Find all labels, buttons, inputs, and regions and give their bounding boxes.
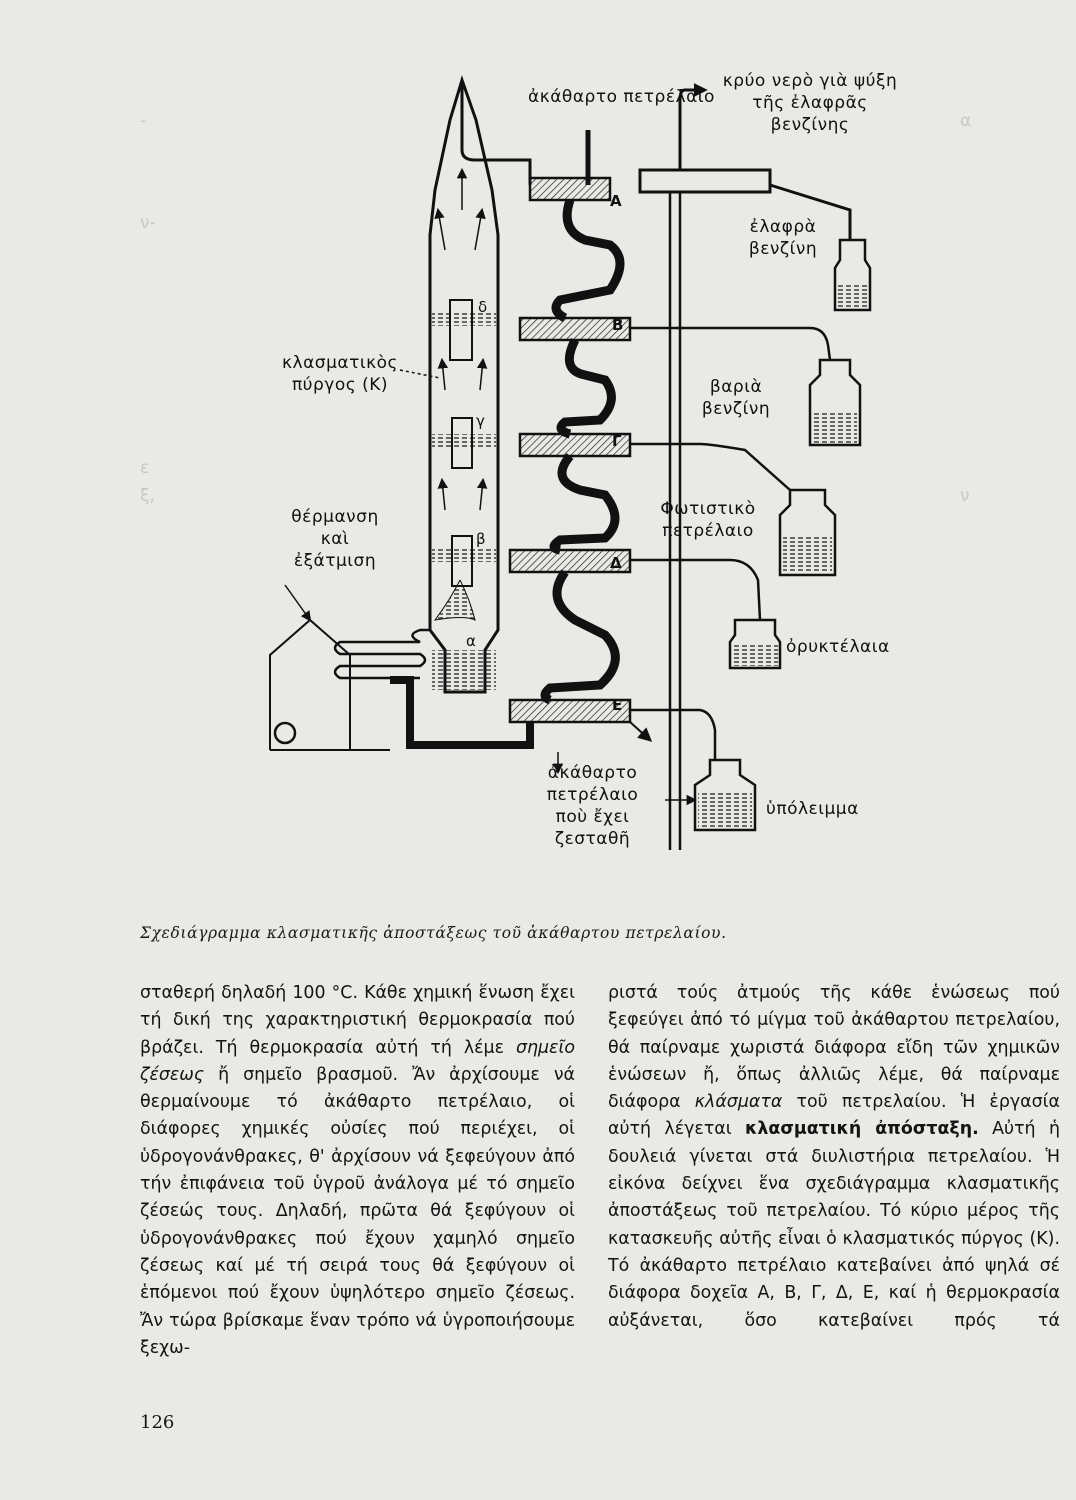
text-column-right <box>608 980 1060 1335</box>
label-heated-crude: ἀκάθαρτο πετρέλαιο ποὺ ἔχει ζεσταθῆ <box>546 763 639 849</box>
tray-letter-gamma: γ <box>476 412 485 430</box>
label-heating: θέρμανση καὶ ἐξάτμιση <box>291 507 379 571</box>
tray-letter-delta: δ <box>478 298 488 316</box>
tank-letter-a: Α <box>610 192 622 210</box>
text-run-emphasis: κλάσματα <box>694 1092 783 1113</box>
label-mineral-oils: ὀρυκτέλαια <box>786 637 890 657</box>
text-run: ριστά τούς ἀτμούς τῆς κάθε ἑνώσεως πού ξεφεύγει ἀπό τό μίγμα τοῦ ἀκάθαρτου πετρελαίου, θά παίρναμε χωριστά διάφορα εἴδη τῶν χημικῶν ἑνώσεων ἤ, ὅπως ἀλλιῶς λέμε, θά παίρναμε διάφορα <box>608 983 1060 1113</box>
label-residue: ὑπόλειμμα <box>766 799 859 819</box>
label-tower: κλασματικὸς πύργος (Κ) <box>282 353 398 395</box>
label-light-gasoline: ἐλαφρὰ βενζίνη <box>748 217 818 259</box>
paragraph-left <box>140 980 575 1362</box>
tray-letter-beta: β <box>476 530 486 548</box>
tank-letter-b: Β <box>612 316 624 334</box>
page-number: 126 <box>140 1412 175 1433</box>
label-crude-oil: ἀκάθαρτο πετρέλαιο <box>528 87 715 107</box>
fractionating-tower <box>430 80 498 692</box>
text-run-emphasis: σημεῖο ζέσεως <box>140 1037 575 1085</box>
text-run: ἤ σημεῖο βρασμοῦ. Ἄν ἀρχίσουμε νά θερμαίνουμε τό ἀκάθαρτο πετρέλαιο, οἱ διάφορες χημικές οὐσίες πού περιέχει, οἱ ὑδρογονάνθρακες, θ' ἀρχίσουν νά ξεφεύγουν ἀπό τήν ἐπιφάνεια τοῦ ὑγροῦ ἀνάλογα μέ τό σημεῖο ζέσεώς τους. Δηλαδή, πρῶτα θά ξεφύγουν οἱ ὑδρογονάνθρακες πού ἔχουν χαμηλό σημεῖο ζέσεως καί μέ τή σειρά τους θά ξεφύγουν οἱ ἑπόμενοι πού ἔχουν ὑψηλότερο σημεῖο ζέσεως. Ἄν τώρα βρίσκαμε ἕναν τρόπο νά ὑγροποιήσουμε ξεχω- <box>140 1064 575 1358</box>
tank-letter-e: Ε <box>612 696 623 714</box>
tank-letter-g: Γ <box>612 432 622 450</box>
paragraph-right <box>608 980 1060 1335</box>
distillation-diagram <box>230 60 930 930</box>
label-kerosene: Φωτιστικὸ πετρέλαιο <box>660 499 756 541</box>
cooling-line <box>640 90 850 850</box>
label-heavy-gasoline: βαριὰ βενζίνη <box>701 377 771 419</box>
tank-letter-d: Δ <box>610 554 622 572</box>
label-cold-water: κρύο νερὸ γιὰ ψύξη τῆς ἐλαφρᾶς βενζίνης <box>722 71 898 135</box>
text-run-bold: κλασματική ἀπόσταξη. <box>745 1119 979 1140</box>
text-run: τοῦ πετρελαίου. Ἡ ἐργασία αὐτή λέγεται <box>608 1092 1060 1140</box>
text-column-left <box>140 980 575 1362</box>
page: - ν- ε ξ, α ν ἀκάθαρτο πετρέλαιο κρύο νερὸ γιὰ ψύξη τῆς ἐλαφρᾶς βενζίνης ἐλαφρὰ βενζίνη βαριὰ βενζίνη Φωτιστικὸ πετρέλαιο ὀρυκτέλαια ὑπόλειμμα κλασματικὸς πύργος (Κ) θέρμανση καὶ ἐξάτμιση ἀκάθαρτο πετρέλαιο ποὺ ἔχει ζεσταθῆ Α Β Γ Δ Ε δ γ β α Σχεδιάγραμμα κλασματικῆς ἀποστάξεως τοῦ ἀκάθαρτου πετρελαίου. σταθερή δηλαδή 100 °C. Κάθε χημική ἕνωση ἔχει τή δική της χαρακτηριστική θερμοκρασία πού βράζει. Τή θερμοκρασία αὐτή τή λέμε σημεῖο ζέσεως ἤ σημεῖο βρασμοῦ. Ἄν ἀρχίσουμε νά θερμαίνουμε τό ἀκάθαρτο πετρέλαιο, οἱ διάφορες χημικές οὐσίες πού περιέχει, οἱ ὑδρογονάνθρακες, θ' ἀρχίσουν νά ξεφεύγουν ἀπό τήν ἐπιφάνεια τοῦ ὑγροῦ ἀνάλογα μέ τό σημεῖο ζέσεώς τους. Δηλαδή, πρῶτα θά ξεφύγουν οἱ ὑδρογονάνθρακες πού ἔχουν χαμηλό σημεῖο ζέσεως καί μέ τή σειρά τους θά ξεφύγουν οἱ ἑπόμενοι πού ἔχουν ὑψηλότερο σημεῖο ζέσεως. Ἄν τώρα βρίσκαμε ἕναν τρόπο νά ὑγροποιήσουμε ξεχω- ριστά τούς ἀτμούς τῆς κάθε ἑνώσεως πού ξεφεύγει ἀπό τό μίγμα τοῦ ἀκάθαρτου πετρελαίου, θά παίρναμε χωριστά διάφορα εἴδη τῶν χημικῶν ἑνώσεων ἤ, ὅπως ἀλλιῶς λέμε, θά παίρναμε διάφορα κλάσματα τοῦ πετρελαίου. Ἡ ἐργασία αὐτή λέγεται κλασματική ἀπόσταξη. Αὐτή ἡ δουλειά γίνεται στά διυλιστήρια πετρελαίου. Ἡ εἰκόνα δείχνει ἕνα σχεδιάγραμμα κλασματικῆς ἀποστάξεως τοῦ πετρελαίου. Τό κύριο μέρος τῆς κατασκευῆς αὐτῆς εἶναι ὁ κλασματικός πύργος (Κ). Τό ἀκάθαρτο πετρέλαιο κατεβαίνει ἀπό ψηλά σέ διάφορα δοχεῖα Α, Β, Γ, Δ, Ε, καί ἡ θερμοκρασία αὐξάνεται, ὅσο κατεβαίνει πρός τά 126 <box>0 0 1076 1500</box>
figure-caption: Σχεδιάγραμμα κλασματικῆς ἀποστάξεως τοῦ ἀκάθαρτου πετρελαίου. <box>140 924 727 942</box>
tray-letter-alpha: α <box>466 632 476 650</box>
text-run: σταθερή δηλαδή 100 °C. Κάθε χημική ἕνωση ἔχει τή δική της χαρακτηριστική θερμοκρασία πού βράζει. Τή θερμοκρασία αὐτή τή λέμε <box>140 983 575 1058</box>
text-run: Αὐτή ἡ δουλειά γίνεται στά διυλιστήρια πετρελαίου. Ἡ εἰκόνα δείχνει ἕνα σχεδιάγραμμα κλασματικῆς ἀποστάξεως τοῦ πετρελαίου. Τό κύριο μέρος τῆς κατασκευῆς αὐτῆς εἶναι ὁ κλασματικός πύργος (Κ). Τό ἀκάθαρτο πετρέλαιο κατεβαίνει ἀπό ψηλά σέ διάφορα δοχεῖα Α, Β, Γ, Δ, Ε, καί ἡ θερμοκρασία αὐξάνεται, ὅσο κατεβαίνει πρός τά <box>608 1119 1061 1331</box>
